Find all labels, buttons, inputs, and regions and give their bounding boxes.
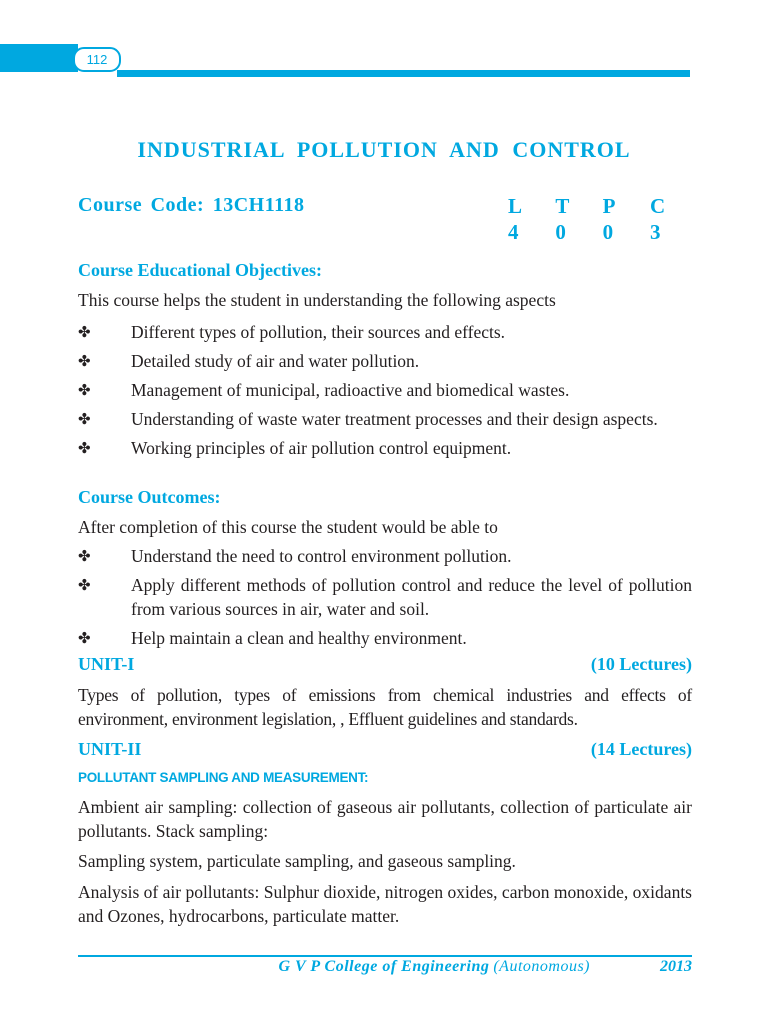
unit2-subheading: POLLUTANT SAMPLING AND MEASUREMENT: xyxy=(78,770,369,785)
unit1-title: UNIT-I xyxy=(78,654,135,674)
footer-rule xyxy=(78,955,692,957)
list-item: ✤ Management of municipal, radioactive and biomedical wastes. xyxy=(78,380,570,400)
header-rule xyxy=(117,70,690,77)
course-code: Course Code: 13CH1118 xyxy=(78,194,305,216)
footer xyxy=(78,958,692,976)
objectives-list xyxy=(78,320,692,460)
header-accent-bar xyxy=(0,44,78,72)
unit1-text: Types of pollution, types of emissions from chemical industries and effects of environment, environment legislation, , Effluent guidelines and standards. xyxy=(78,685,692,729)
unit1-lectures: (10 Lectures) xyxy=(590,654,692,674)
footer-autonomous: (Autonomous) xyxy=(493,958,590,975)
ltpc-value-l: 4 xyxy=(508,220,519,244)
list-item: ✤ Understanding of waste water treatment processes and their design aspects. xyxy=(78,409,658,429)
unit2-paragraph-3: Analysis of air pollutants: Sulphur dioxide, nitrogen oxides, carbon monoxide, oxidants and Ozones, hydrocarbons, particulate matter. xyxy=(78,882,692,926)
objectives-heading: Course Educational Objectives: xyxy=(78,260,322,280)
bullet-icon: ✤ xyxy=(78,576,91,594)
bullet-icon: ✤ xyxy=(78,381,91,399)
ltpc-label-p: P xyxy=(602,194,616,218)
unit1-header xyxy=(78,654,692,675)
ltpc-labels xyxy=(508,194,668,219)
unit2-header xyxy=(78,739,692,760)
list-item: ✤ Different types of pollution, their sources and effects. xyxy=(78,322,506,342)
list-item: ✤ Understand the need to control environment pollution. xyxy=(78,546,512,566)
unit2-paragraph-2: Sampling system, particulate sampling, and gaseous sampling. xyxy=(78,851,516,871)
ltpc-value-t: 0 xyxy=(555,220,566,244)
unit2-paragraph-1: Ambient air sampling: collection of gaseous air pollutants, collection of particulate air pollutants. Stack sampling: xyxy=(78,797,692,841)
bullet-icon: ✤ xyxy=(78,629,91,647)
unit2-title: UNIT-II xyxy=(78,739,142,759)
ltpc-value-c: 3 xyxy=(649,220,661,244)
ltpc-label-t: T xyxy=(555,194,570,218)
objectives-intro: This course helps the student in understanding the following aspects xyxy=(78,290,556,310)
bullet-icon: ✤ xyxy=(78,410,91,428)
footer-college: G V P College of Engineering xyxy=(278,958,490,975)
list-item: ✤ Help maintain a clean and healthy environment. xyxy=(78,628,467,648)
page-number: 112 xyxy=(73,47,121,72)
ltpc-values xyxy=(508,220,668,245)
bullet-icon: ✤ xyxy=(78,547,91,565)
ltpc-value-p: 0 xyxy=(602,220,614,244)
ltpc-label-c: C xyxy=(649,194,666,218)
bullet-icon: ✤ xyxy=(78,323,91,341)
outcomes-list xyxy=(78,544,692,650)
bullet-icon: ✤ xyxy=(78,439,91,457)
list-item: ✤ Working principles of air pollution control equipment. xyxy=(78,438,512,458)
unit2-lectures: (14 Lectures) xyxy=(590,739,692,759)
bullet-icon: ✤ xyxy=(78,352,91,370)
ltpc-label-l: L xyxy=(508,194,523,218)
outcomes-intro: After completion of this course the student would be able to xyxy=(78,517,498,537)
page-title: INDUSTRIAL POLLUTION AND CONTROL xyxy=(137,137,631,162)
footer-year: 2013 xyxy=(660,958,692,975)
list-item: ✤ Detailed study of air and water pollution. xyxy=(78,351,420,371)
outcomes-heading: Course Outcomes: xyxy=(78,487,221,507)
list-item: ✤ Apply different methods of pollution control and reduce the level of pollution from various sources in air, water and soil. xyxy=(78,575,692,619)
